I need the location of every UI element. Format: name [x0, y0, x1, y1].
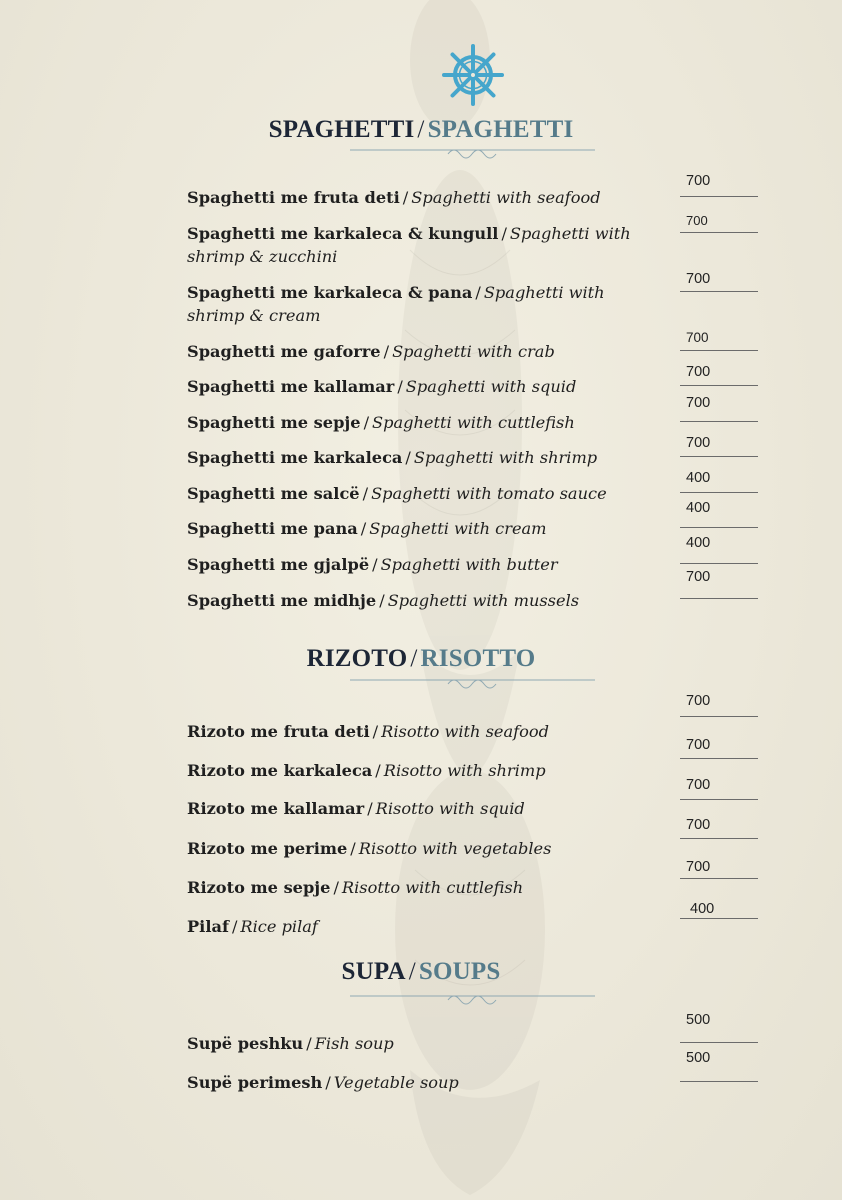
item-price: 700: [686, 173, 711, 189]
item-sep: /: [405, 448, 411, 467]
item-sep: /: [475, 283, 481, 302]
item-name-en: Risotto with vegetables: [358, 839, 552, 858]
ship-wheel-icon: [442, 44, 504, 106]
ornament-divider: [350, 672, 595, 690]
item-price: 400: [690, 901, 715, 917]
item-name-en: Spaghetti with seafood: [411, 188, 601, 207]
item-sep: /: [333, 878, 339, 897]
item-name-en: Risotto with seafood: [381, 722, 549, 741]
item-name-sq: Rizoto me karkaleca: [187, 761, 373, 780]
item-sep: /: [325, 1073, 331, 1092]
price-line: [680, 527, 758, 528]
menu-item: [187, 876, 657, 899]
section-title-en: SPAGHETTI: [427, 116, 574, 143]
ornament-divider: [350, 988, 595, 1006]
item-name-sq: Spaghetti me midhje: [187, 591, 377, 610]
item-price: 700: [686, 271, 711, 287]
item-sep: /: [379, 591, 385, 610]
item-sep: /: [402, 188, 409, 207]
item-name-sq: Rizoto me kallamar: [187, 799, 365, 818]
item-name-sq: Rizoto me sepje: [187, 878, 331, 897]
item-sep: /: [397, 377, 403, 396]
item-sep: /: [367, 799, 373, 818]
price-line: [680, 838, 758, 839]
menu-item: [187, 915, 657, 938]
price-line: [680, 1081, 758, 1082]
item-name-en: Spaghetti with cuttlefish: [372, 413, 575, 432]
section-title-risotto: [0, 645, 842, 673]
item-price: 700: [686, 395, 711, 411]
price-line: [680, 918, 758, 919]
item-name-sq: Spaghetti me pana: [187, 519, 358, 538]
item-name-en: Fish soup: [314, 1034, 394, 1053]
item-name-sq: Spaghetti me sepje: [187, 413, 361, 432]
item-price: 700: [686, 859, 711, 875]
item-name-en: Risotto with squid: [375, 799, 525, 818]
item-name-sq: Supë peshku: [187, 1034, 304, 1053]
item-name-en: Vegetable soup: [333, 1073, 459, 1092]
item-price: 400: [686, 470, 711, 486]
item-sep: /: [363, 413, 370, 432]
section-title-sep: /: [408, 958, 416, 985]
section-title-en: SOUPS: [418, 958, 501, 985]
item-price: 700: [686, 569, 711, 585]
menu-item: [187, 1071, 657, 1094]
item-price: 700: [686, 330, 709, 345]
item-price: 700: [686, 777, 711, 793]
item-name-en: Spaghetti with squid: [405, 377, 577, 396]
item-name-en: Spaghetti with shrimp: [413, 448, 598, 467]
item-name-sq: Spaghetti me gaforre: [187, 342, 381, 361]
price-line: [680, 456, 758, 457]
menu-item: [187, 1032, 657, 1055]
item-sep: /: [501, 224, 507, 243]
menu-item: [187, 446, 657, 469]
menu-item: [187, 553, 657, 576]
price-line: [680, 878, 758, 879]
price-line: [680, 492, 758, 493]
item-name-sq: Spaghetti me karkaleca & pana: [187, 283, 473, 302]
item-name-en: Spaghetti with cream: [369, 519, 547, 538]
menu-item: [187, 837, 657, 860]
item-name-sq: Spaghetti me kallamar: [187, 377, 395, 396]
price-line: [680, 1042, 758, 1043]
menu-item: [187, 482, 657, 505]
item-name-sq: Spaghetti me gjalpë: [187, 555, 370, 574]
item-name-sq: Spaghetti me salcë: [187, 484, 360, 503]
price-line: [680, 421, 758, 422]
item-name-en: Spaghetti with butter: [380, 555, 558, 574]
price-line: [680, 291, 758, 292]
price-line: [680, 350, 758, 351]
price-line: [680, 385, 758, 386]
menu-item: [187, 589, 657, 612]
item-name-en: Spaghetti with crab: [392, 342, 555, 361]
menu-item: [187, 720, 657, 743]
section-title-sq: RIZOTO: [306, 645, 408, 672]
menu-item: [187, 281, 657, 327]
menu-item: [187, 517, 657, 540]
price-line: [680, 563, 758, 564]
section-title-spaghetti: [0, 116, 842, 144]
item-name-sq: Rizoto me perime: [187, 839, 348, 858]
item-sep: /: [383, 342, 390, 361]
item-sep: /: [231, 917, 238, 936]
item-sep: /: [306, 1034, 312, 1053]
item-sep: /: [372, 555, 378, 574]
item-price: 700: [686, 693, 711, 709]
section-title-sep: /: [417, 116, 425, 143]
item-price: 700: [686, 213, 708, 228]
item-name-en: Risotto with shrimp: [383, 761, 546, 780]
menu-item: [187, 375, 657, 398]
item-name-sq: Supë perimesh: [187, 1073, 323, 1092]
item-name-sq: Pilaf: [187, 917, 229, 936]
item-name-sq: Spaghetti me karkaleca: [187, 448, 403, 467]
section-title-sq: SUPA: [341, 958, 406, 985]
item-name-en: Spaghetti with tomato sauce: [371, 484, 607, 503]
item-sep: /: [360, 519, 367, 538]
menu-item: [187, 222, 657, 268]
ornament-divider: [350, 142, 595, 160]
item-name-sq: Rizoto me fruta deti: [187, 722, 370, 741]
price-line: [680, 598, 758, 599]
price-line: [680, 716, 758, 717]
item-price: 700: [686, 817, 711, 833]
item-price: 500: [686, 1012, 711, 1028]
item-name-en: Risotto with cuttlefish: [341, 878, 524, 897]
item-name-en: Spaghetti with shrimp & zucchini: [187, 224, 631, 266]
item-price: 700: [686, 364, 711, 380]
menu-item: [187, 411, 657, 434]
item-name-en: Spaghetti with shrimp & cream: [187, 283, 605, 325]
item-price: 700: [686, 737, 711, 753]
item-name-sq: Spaghetti me karkaleca & kungull: [187, 224, 499, 243]
price-line: [680, 799, 758, 800]
item-price: 400: [686, 535, 711, 551]
menu-item: [187, 340, 657, 363]
section-title-sep: /: [410, 645, 418, 672]
item-sep: /: [362, 484, 369, 503]
price-line: [680, 232, 758, 233]
item-name-sq: Spaghetti me fruta deti: [187, 188, 400, 207]
item-name-en: Rice pilaf: [240, 917, 318, 936]
section-title-sq: SPAGHETTI: [268, 116, 415, 143]
item-price: 400: [686, 500, 711, 516]
price-line: [680, 758, 758, 759]
section-title-soups: [0, 958, 842, 986]
item-sep: /: [375, 761, 381, 780]
menu-item: [187, 186, 657, 209]
item-name-en: Spaghetti with mussels: [387, 591, 580, 610]
menu-item: [187, 797, 657, 820]
item-price: 700: [686, 435, 711, 451]
item-sep: /: [350, 839, 356, 858]
price-line: [680, 196, 758, 197]
section-title-en: RISOTTO: [420, 645, 536, 672]
item-price: 500: [686, 1050, 711, 1066]
item-sep: /: [372, 722, 379, 741]
menu-item: [187, 759, 657, 782]
